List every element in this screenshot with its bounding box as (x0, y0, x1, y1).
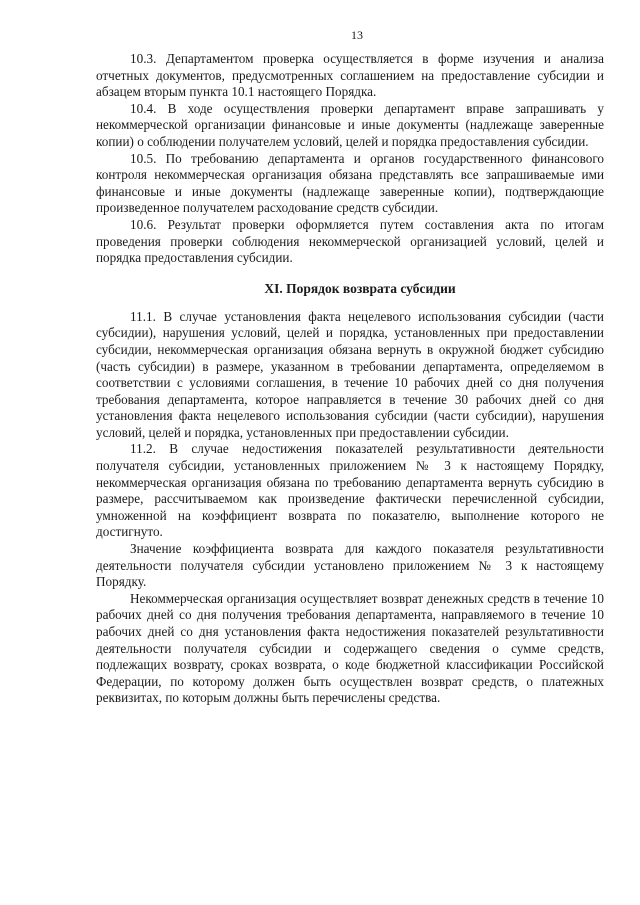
section-heading: XI. Порядок возврата субсидии (264, 280, 456, 296)
document-page (96, 28, 604, 707)
paragraph-coefficient: Значение коэффициента возврата для каждого показателя результативности деятельности получателя субсидии установлено приложением № 3 к настоящему Порядку. (96, 541, 604, 590)
paragraph-10-6: 10.6. Результат проверки оформляется путем составления акта по итогам проведения проверки соблюдения некоммерческой организацией условий, целей и порядка предоставления субсидии. (96, 216, 604, 266)
paragraph-11-1: 11.1. В случае установления факта нецелевого использования субсидии (части субсидии), нарушения условий, целей и порядка, установленных при предоставлении субсидии, некоммерческая организация обязана вернуть в окружной бюджет субсидию (часть субсидии) в размере, указанном в требовании департамента, определяемом в соответствии с условиями соглашения, в течение 10 рабочих дней со дня получения требования департамента, которое направляется в течение 30 рабочих дней со дня установления факта нецелевого использования субсидии (части субсидии), нарушения условий, целей и порядка, установленных при предоставлении субсидии. (96, 308, 604, 440)
paragraph-refund-terms: Некоммерческая организация осуществляет возврат денежных средств в течение 10 рабочих дней со дня получения требования департамента, направляемого в течение 10 рабочих дней со дня установления факта недостижения показателей результативности деятельности получателя субсидии и содержащего сведения о сумме средств, подлежащих возврату, сроках возврата, о коде бюджетной классификации Российской Федерации, по которому должен быть осуществлен возврат средств, о платежных реквизитах, по которым должны быть перечислены средства. (96, 590, 604, 706)
paragraph-10-5: 10.5. По требованию департамента и органов государственного финансового контроля некоммерческая организация обязана представлять все запрашиваемые ими финансовые и иные документы (надлежаще заверенные копии), подтверждающие произведенное получателем расходование средств субсидии. (96, 150, 604, 216)
page-number: 13 (351, 28, 363, 42)
paragraph-10-3: 10.3. Департаментом проверка осуществляется в форме изучения и анализа отчетных документов, предусмотренных соглашением на предоставление субсидии и абзацем вторым пункта 10.1 настоящего Порядка. (96, 51, 604, 100)
paragraph-10-4: 10.4. В ходе осуществления проверки департамент вправе запрашивать у некоммерческой организации финансовые и иные документы (надлежаще заверенные копии) о соблюдении получателем условий, целей и порядка предоставления субсидии. (96, 100, 604, 149)
paragraph-11-2: 11.2. В случае недостижения показателей результативности деятельности получателя субсидии, установленных приложением № 3 к настоящему Порядку, некоммерческая организация обязана по требованию департамента вернуть субсидию в размере, рассчитываемом как произведение фактически перечисленной субсидии, умноженной на коэффициент возврата по показателю, выполнение которого не достигнуто. (96, 441, 604, 540)
